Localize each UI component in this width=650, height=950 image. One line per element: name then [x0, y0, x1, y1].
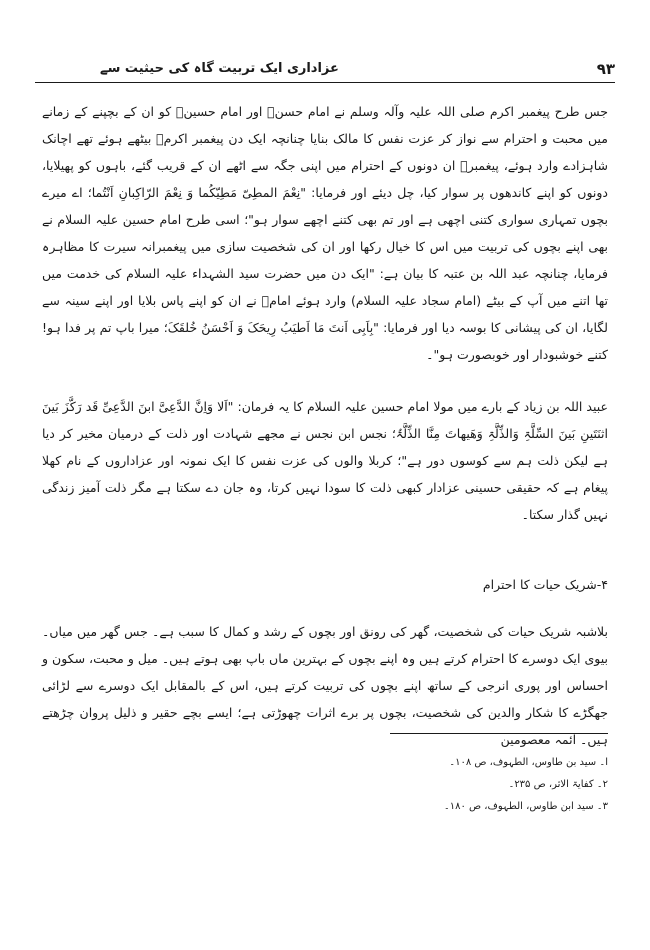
footnote-1: ا۔ سید بن طاوس، الطہوف، ص ۱۰۸۔: [449, 757, 608, 768]
footnotes: [300, 752, 608, 818]
body-paragraph-3: بلاشبہ شریک حیات کی شخصیت، گھر کی رونق اور بچوں کے رشد و کمال کا سبب ہے۔ جس گھر میں میاں۔بیوی ایک دوسرے کا احترام کرتے ہیں وہ اپنے بچوں کے بہترین ماں باپ بھی ہوتے ہیں۔ میل و محبت، سکون و احساس اور پوری انرجی کے ساتھ اپنے بچوں کی تربیت کرتے ہیں، اس کے بالمقابل ایک دوسرے سے لڑائی جھگڑے کا شکار والدین کی شخصیت، بچوں پر برے اثرات چھوڑتی ہے؛ ایسے بچے حقیر و ذلیل پروان چڑھتے ہیں۔ ائمہ معصومین: [42, 624, 608, 747]
page-number: ۹۳: [596, 60, 615, 78]
running-header-title: عزاداری ایک تربیت گاہ کی حیثیت سے: [100, 61, 339, 76]
footnote-2: ۲۔ کفایۃ الاثر، ص ۲۳۵۔: [508, 779, 608, 790]
body-paragraph-2: عبید اللہ بن زیاد کے بارے میں مولا امام حسین علیہ السلام کا یہ فرمان: "اَلا وَاِنَّ الدَّعِیَّ ابنَ الدَّعِیِّ قَد رَکَّزَ بَینَ اثنَتَینِ بَینَ السِّلَّۃِ وَالذِّلَّۃِ وَھَیھاتَ مِنَّا الذِّلَّۃُ؛ نجس ابن نجس نے مجھے شہادت اور ذلت کے درمیان مخیر کر دیا ہے لیکن ذلت ہم سے کوسوں دور ہے"؛ کربلا والوں کی عزت نفس کا ایک نمونہ اور عزاداروں کے نام کھلا پیغام ہے کہ حقیقی حسینی عزادار کبھی ذلت کا سودا نہیں کرتا، وہ جان دے سکتا ہے مگر ذلت آمیز زندگی نہیں گذار سکتا۔: [42, 399, 608, 522]
section-heading: ۴-شریک حیات کا احترام: [482, 577, 608, 592]
footnote-divider: [390, 733, 608, 734]
footnote-3: ۳۔ سید ابن طاوس، الطہوف، ص ۱۸۰۔: [443, 801, 608, 812]
body-paragraph-1: جس طرح پیغمبر اکرم صلی اللہ علیہ وآلہ وسلم نے امام حسنؑ اور امام حسینؑ کو ان کے بچپنے کے زمانے میں محبت و احترام سے نواز کر عزت نفس کا مالک بنایا چنانچہ ایک دن پیغمبر اکرمؐ بیٹھے ہوئے تھے اچانک شاہزادے وارد ہوئے، پیغمبرؐ ان دونوں کے احترام میں اپنی جگہ سے اٹھے ان کے قریب گئے، باہوں کو پھیلایا، دونوں کو اپنے کاندھوں پر سوار کیا، چل دیئے اور فرمایا: "نِعْمَ المطِیّ مَطِیّکُما وَ نِعْمَ الرّاکِبانِ اَنْتُما؛ اے میرے بچوں تمہاری سواری کتنی اچھی ہے اور تم بھی کتنے اچھے سوار ہو"؛ اسی طرح امام حسین علیہ السلام نے بھی اپنے بچوں کی تربیت میں اس کا خیال رکھا اور ان کی شخصیت سازی میں پیغمبرانہ سیرت کا مظاہرہ فرمایا، چنانچہ عبد اللہ بن عتبہ کا بیان ہے: "ایک دن میں حضرت سید الشہداء علیہ السلام کی خدمت میں تھا اتنے میں آپ کے بیٹے (امام سجاد علیہ السلام) وارد ہوئے امامؑ نے ان کو اپنے پاس بلایا اور اپنے سینہ سے لگایا، ان کی پیشانی کا بوسہ دیا اور فرمایا: "بِاَبِی اَنتَ مَا اَطیَبُ رِیحَکَ وَ اَحْسَنُ خُلقَکَ؛ میرا باپ تم پر فدا ہو! کتنے خوشبودار اور خوبصورت ہو"۔: [42, 104, 608, 362]
header-divider: [35, 82, 615, 83]
running-header: [35, 60, 615, 82]
